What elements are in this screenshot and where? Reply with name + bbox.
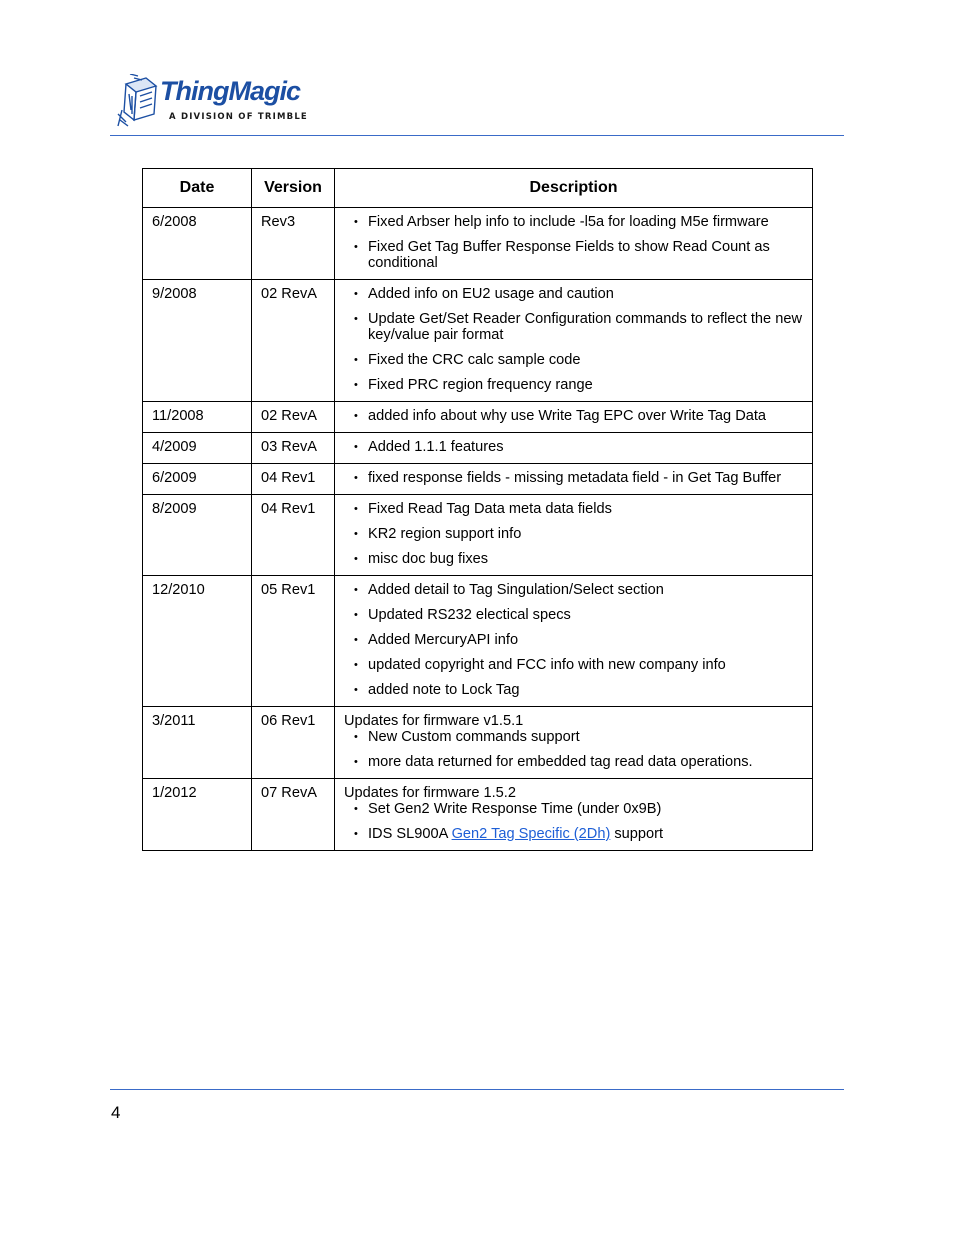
cell-date: 8/2009	[143, 495, 252, 576]
list-item	[344, 439, 804, 455]
table-header-row	[143, 169, 813, 208]
revision-history-table	[142, 168, 813, 851]
list-item	[344, 582, 804, 598]
cell-date: 3/2011	[143, 707, 252, 779]
logo-tagline: A DIVISION OF TRIMBLE	[169, 112, 308, 122]
list-item-text: updated copyright and FCC info with new company info	[368, 657, 726, 673]
description-list	[344, 582, 804, 698]
list-item	[344, 801, 804, 817]
list-item	[344, 607, 804, 623]
list-item-text: IDS SL900A	[368, 826, 452, 842]
table-row	[143, 779, 813, 851]
list-item	[344, 551, 804, 567]
gen2-tag-specific-link[interactable]: Gen2 Tag Specific (2Dh)	[451, 826, 611, 842]
description-list	[344, 214, 804, 271]
description-list	[344, 729, 804, 770]
footer-rule	[110, 1089, 844, 1090]
cell-date: 11/2008	[143, 402, 252, 433]
list-item-text: more data returned for embedded tag read data operations.	[368, 754, 753, 770]
list-item-text: Fixed PRC region frequency range	[368, 377, 593, 393]
description-list	[344, 286, 804, 393]
thingmagic-logo	[116, 72, 316, 130]
table-row	[143, 464, 813, 495]
list-item	[344, 632, 804, 648]
cell-description	[335, 495, 813, 576]
header-description: Description	[335, 169, 813, 208]
list-item-text: Fixed the CRC calc sample code	[368, 352, 581, 368]
cell-description	[335, 208, 813, 280]
list-item-text: KR2 region support info	[368, 526, 522, 542]
list-item-text: New Custom commands support	[368, 729, 580, 745]
description-list	[344, 501, 804, 567]
cell-date: 12/2010	[143, 576, 252, 707]
cell-description	[335, 576, 813, 707]
cell-date: 6/2009	[143, 464, 252, 495]
list-item	[344, 826, 804, 842]
cell-description	[335, 707, 813, 779]
list-item-text: Added MercuryAPI info	[368, 632, 519, 648]
table-row	[143, 707, 813, 779]
list-item	[344, 526, 804, 542]
page-number: 4	[111, 1103, 121, 1122]
cell-version: 04 Rev1	[252, 495, 335, 576]
cell-date: 4/2009	[143, 433, 252, 464]
cell-description	[335, 433, 813, 464]
list-item	[344, 729, 804, 745]
list-item-text: Set Gen2 Write Response Time (under 0x9B)	[368, 801, 662, 817]
list-item-text: Updated RS232 electical specs	[368, 607, 571, 623]
list-item-text: Added detail to Tag Singulation/Select section	[368, 582, 664, 598]
list-item	[344, 214, 804, 230]
header-version: Version	[252, 169, 335, 208]
table-row	[143, 402, 813, 433]
cell-version: Rev3	[252, 208, 335, 280]
list-item-text: Added 1.1.1 features	[368, 439, 504, 455]
list-item-text: misc doc bug fixes	[368, 551, 489, 567]
description-list	[344, 439, 804, 455]
cell-description	[335, 402, 813, 433]
cell-date: 1/2012	[143, 779, 252, 851]
list-item-text: added info about why use Write Tag EPC over Write Tag Data	[368, 408, 767, 424]
cell-version: 07 RevA	[252, 779, 335, 851]
list-item	[344, 377, 804, 393]
cell-date: 6/2008	[143, 208, 252, 280]
list-item	[344, 470, 804, 486]
list-item	[344, 239, 804, 271]
header-rule	[110, 135, 844, 136]
list-item	[344, 311, 804, 343]
cell-description	[335, 779, 813, 851]
thingmagic-reader-icon	[116, 74, 160, 130]
list-item-text: Fixed Arbser help info to include -l5a for loading M5e firmware	[368, 214, 769, 230]
description-intro: Updates for firmware 1.5.2	[344, 785, 516, 801]
list-item-text: Update Get/Set Reader Configuration commands to reflect the new key/value pair format	[368, 311, 802, 343]
list-item-text: Fixed Get Tag Buffer Response Fields to show Read Count as conditional	[368, 239, 770, 271]
description-intro: Updates for firmware v1.5.1	[344, 713, 524, 729]
table-row	[143, 208, 813, 280]
table-row	[143, 433, 813, 464]
description-list	[344, 470, 804, 486]
cell-version: 02 RevA	[252, 280, 335, 402]
cell-version: 02 RevA	[252, 402, 335, 433]
list-item	[344, 352, 804, 368]
cell-version: 03 RevA	[252, 433, 335, 464]
table-row	[143, 280, 813, 402]
logo-wordmark: ThingMagic	[160, 76, 300, 106]
list-item	[344, 286, 804, 302]
cell-description	[335, 464, 813, 495]
table-row	[143, 576, 813, 707]
list-item-text: added note to Lock Tag	[368, 682, 520, 698]
list-item	[344, 501, 804, 517]
list-item	[344, 657, 804, 673]
list-item	[344, 682, 804, 698]
list-item-text: Added info on EU2 usage and caution	[368, 286, 614, 302]
cell-date: 9/2008	[143, 280, 252, 402]
cell-version: 05 Rev1	[252, 576, 335, 707]
list-item	[344, 754, 804, 770]
cell-version: 06 Rev1	[252, 707, 335, 779]
list-item	[344, 408, 804, 424]
description-list	[344, 408, 804, 424]
cell-description	[335, 280, 813, 402]
description-list	[344, 801, 804, 842]
list-item-text: Fixed Read Tag Data meta data fields	[368, 501, 612, 517]
header-date: Date	[143, 169, 252, 208]
list-item-text: fixed response fields - missing metadata field - in Get Tag Buffer	[368, 470, 782, 486]
table-row	[143, 495, 813, 576]
cell-version: 04 Rev1	[252, 464, 335, 495]
list-item-text-after: support	[610, 826, 664, 842]
